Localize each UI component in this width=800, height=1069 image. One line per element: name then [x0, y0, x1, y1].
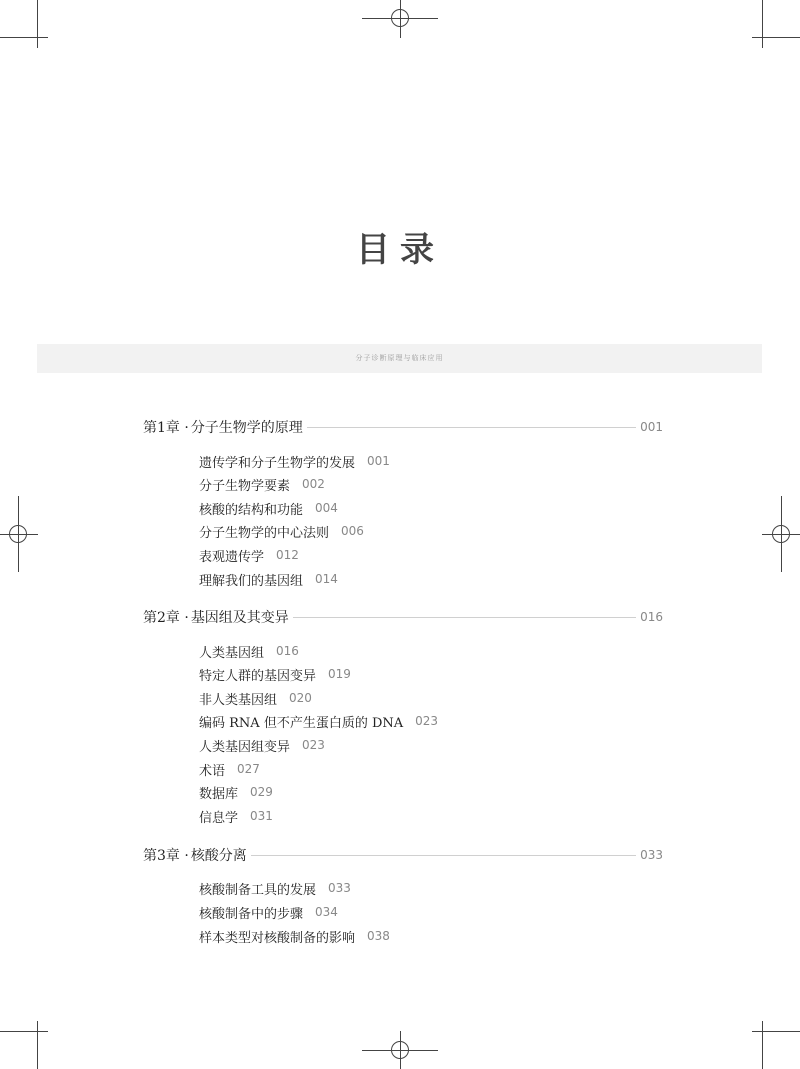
crop-mark — [762, 1021, 763, 1069]
toc-entry[interactable] — [199, 688, 312, 708]
toc-entry[interactable] — [199, 569, 338, 589]
entry-title: 编码 RNA 但不产生蛋白质的 DNA — [199, 715, 404, 731]
entry-page-number: 014 — [315, 572, 338, 586]
entry-title: 表观遗传学 — [199, 549, 265, 565]
crop-mark — [0, 37, 48, 38]
entry-page-number: 006 — [341, 524, 364, 538]
entry-title: 人类基因组变异 — [199, 739, 291, 755]
chapter-title: 分子生物学的原理 — [190, 420, 303, 436]
leader-rule — [307, 427, 636, 428]
toc-entry[interactable] — [199, 474, 325, 494]
entry-title: 分子生物学要素 — [199, 478, 291, 494]
entry-page-number: 033 — [328, 881, 351, 895]
leader-rule — [293, 617, 636, 618]
entry-title: 人类基因组 — [199, 645, 265, 661]
entry-title: 核酸制备工具的发展 — [199, 882, 317, 898]
crop-mark — [752, 1031, 800, 1032]
chapter-number: 第2章 · — [143, 610, 189, 626]
toc-entry[interactable] — [199, 664, 351, 684]
chapter-number: 第1章 · — [143, 420, 189, 436]
entry-title: 数据库 — [199, 786, 239, 802]
registration-circle-icon — [391, 1041, 409, 1059]
chapter-number: 第3章 · — [143, 848, 189, 864]
entry-page-number: 029 — [250, 785, 273, 799]
running-head: 分子诊断原理与临床应用 — [355, 354, 444, 362]
toc-chapter[interactable] — [143, 845, 663, 865]
page-title: 目录 — [356, 230, 444, 270]
crop-mark — [37, 0, 38, 48]
entry-title: 信息学 — [199, 810, 239, 826]
entry-title: 样本类型对核酸制备的影响 — [199, 930, 356, 946]
registration-circle-icon — [391, 9, 409, 27]
toc-chapter[interactable] — [143, 607, 663, 627]
toc-chapter[interactable] — [143, 417, 663, 437]
chapter-page-number: 001 — [640, 420, 663, 434]
toc-entry[interactable] — [199, 498, 338, 518]
toc-entry[interactable] — [199, 545, 299, 565]
entry-page-number: 023 — [302, 738, 325, 752]
entry-title: 遗传学和分子生物学的发展 — [199, 455, 356, 471]
entry-title: 核酸的结构和功能 — [199, 502, 304, 518]
entry-title: 分子生物学的中心法则 — [199, 525, 330, 541]
toc-entry[interactable] — [199, 878, 351, 898]
entry-title: 理解我们的基因组 — [199, 573, 304, 589]
entry-page-number: 002 — [302, 477, 325, 491]
toc-entry[interactable] — [199, 926, 390, 946]
entry-page-number: 038 — [367, 929, 390, 943]
registration-circle-icon — [772, 525, 790, 543]
running-head-band — [37, 344, 762, 373]
chapter-title: 基因组及其变异 — [190, 610, 289, 626]
entry-page-number: 034 — [315, 905, 338, 919]
entry-page-number: 031 — [250, 809, 273, 823]
chapter-title: 核酸分离 — [190, 848, 247, 864]
crop-mark — [0, 1031, 48, 1032]
toc-entry[interactable] — [199, 806, 273, 826]
toc-entry[interactable] — [199, 451, 390, 471]
toc-entry[interactable] — [199, 521, 364, 541]
entry-page-number: 020 — [289, 691, 312, 705]
entry-page-number: 023 — [415, 714, 439, 728]
toc-entry[interactable] — [199, 711, 438, 731]
chapter-page-number: 016 — [640, 610, 663, 624]
entry-title: 非人类基因组 — [199, 692, 278, 708]
leader-rule — [251, 855, 636, 856]
toc-entry[interactable] — [199, 735, 325, 755]
entry-title: 核酸制备中的步骤 — [199, 906, 304, 922]
entry-page-number: 001 — [367, 454, 390, 468]
toc-entry[interactable] — [199, 641, 299, 661]
chapter-page-number: 033 — [640, 848, 663, 862]
crop-mark — [762, 0, 763, 48]
entry-page-number: 016 — [276, 644, 299, 658]
entry-title: 特定人群的基因变异 — [199, 668, 317, 684]
toc-entry[interactable] — [199, 759, 260, 779]
crop-mark — [37, 1021, 38, 1069]
entry-page-number: 004 — [315, 501, 338, 515]
toc-entry[interactable] — [199, 782, 273, 802]
crop-mark — [752, 37, 800, 38]
entry-page-number: 012 — [276, 548, 299, 562]
entry-page-number: 027 — [237, 762, 260, 776]
registration-circle-icon — [9, 525, 27, 543]
toc-entry[interactable] — [199, 902, 338, 922]
entry-title: 术语 — [199, 763, 226, 779]
entry-page-number: 019 — [328, 667, 351, 681]
